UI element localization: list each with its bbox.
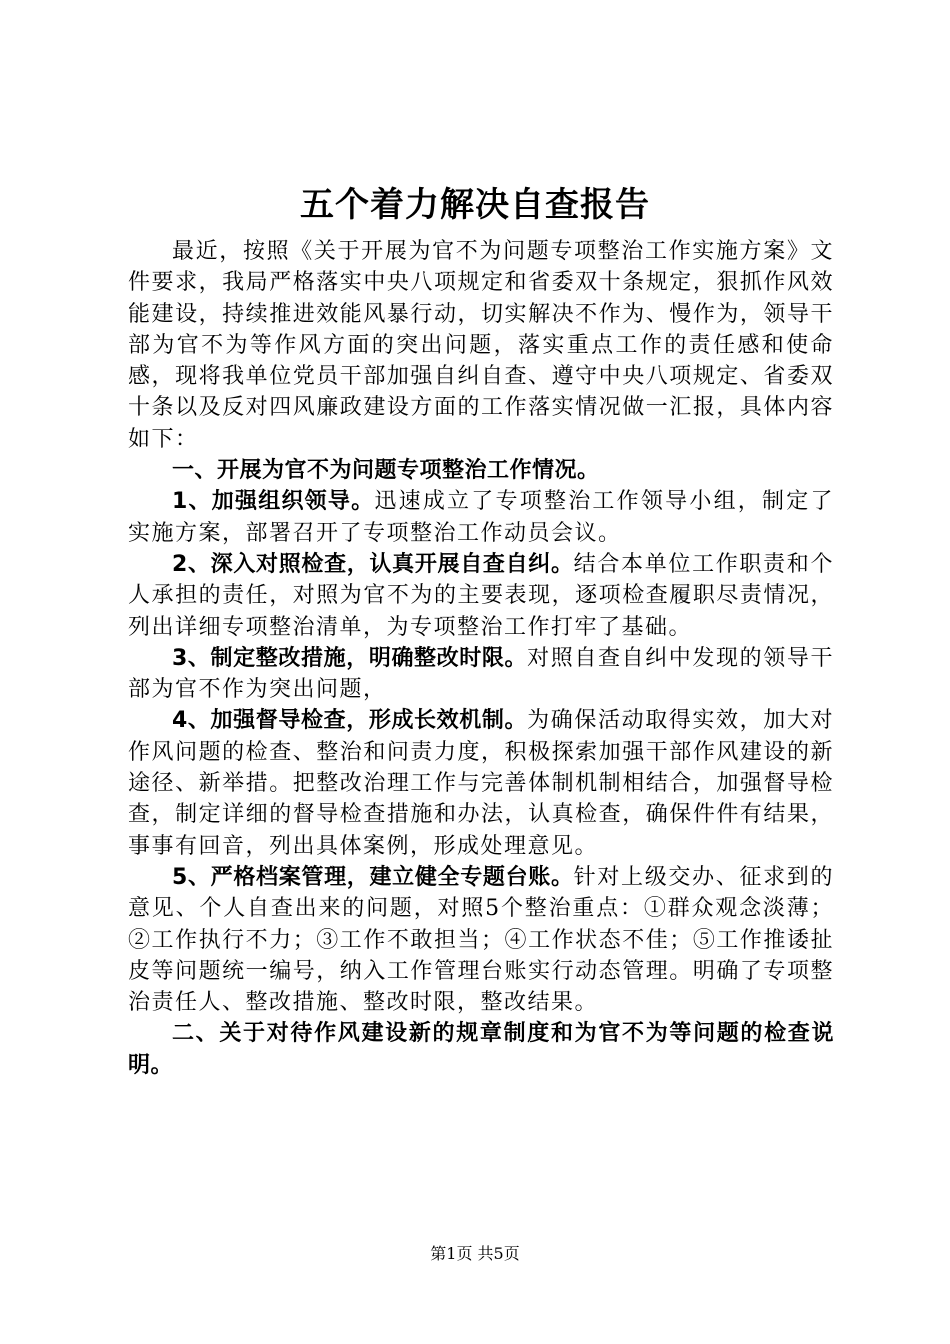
- item-lead-2: 2、深入对照检查，认真开展自查自纠。: [172, 551, 574, 577]
- item-lead-4: 4、加强督导检查，形成长效机制。: [172, 708, 528, 734]
- document-body: [128, 236, 834, 1081]
- item-paragraph-1: [128, 486, 834, 549]
- item-paragraph-5: [128, 862, 834, 1018]
- section-heading-2: 二、关于对待作风建设新的规章制度和为官不为等问题的检查说明。: [128, 1021, 834, 1078]
- item-paragraph-2: [128, 549, 834, 643]
- item-text-2: 结合本单位工作职责和个人承担的责任，对照为官不为的主要表现，逐项检查履职尽责情况，列出详细专项整治清单，为专项整治工作打牢了基础。: [128, 551, 834, 640]
- item-lead-3: 3、制定整改措施，明确整改时限。: [172, 645, 528, 671]
- item-text-4: 为确保活动取得实效，加大对作风问题的检查、整治和问责力度，积极探索加强干部作风建设的新途径、新举措。把整改治理工作与完善体制机制相结合，加强督导检查，制定详细的督导检查措施和办法，认真检查，确保件件有结果，事事有回音，列出具体案例，形成处理意见。: [128, 708, 834, 859]
- item-lead-1: 1、加强组织领导。: [172, 489, 375, 515]
- page-number-footer: 第1页 共5页: [430, 1244, 520, 1263]
- item-paragraph-3: [128, 643, 834, 706]
- item-text-3: 对照自查自纠中发现的领导干部为官不作为突出问题，: [128, 645, 834, 703]
- document-title: 五个着力解决自查报告: [300, 185, 650, 225]
- item-paragraph-4: [128, 705, 834, 861]
- item-lead-5: 5、严格档案管理，建立健全专题台账。: [172, 864, 574, 890]
- section-heading-1: 一、开展为官不为问题专项整治工作情况。: [172, 458, 600, 484]
- intro-paragraph: 最近，按照《关于开展为官不为问题专项整治工作实施方案》文件要求，我局严格落实中央八项规定和省委双十条规定，狠抓作风效能建设，持续推进效能风暴行动，切实解决不作为、慢作为，领导干部为官不为等作风方面的突出问题，落实重点工作的责任感和使命感，现将我单位党员干部加强自纠自查、遵守中央八项规定、省委双十条以及反对四风廉政建设方面的工作落实情况做一汇报，具体内容如下：: [128, 239, 834, 452]
- item-text-5: 针对上级交办、征求到的意见、个人自查出来的问题，对照5个整治重点：①群众观念淡薄；②工作执行不力；③工作不敢担当；④工作状态不佳；⑤工作推诿扯皮等问题统一编号，纳入工作管理台账实行动态管理。明确了专项整治责任人、整改措施、整改时限，整改结果。: [128, 864, 834, 1016]
- item-text-1: 迅速成立了专项整治工作领导小组，制定了实施方案，部署召开了专项整治工作动员会议。: [128, 489, 834, 546]
